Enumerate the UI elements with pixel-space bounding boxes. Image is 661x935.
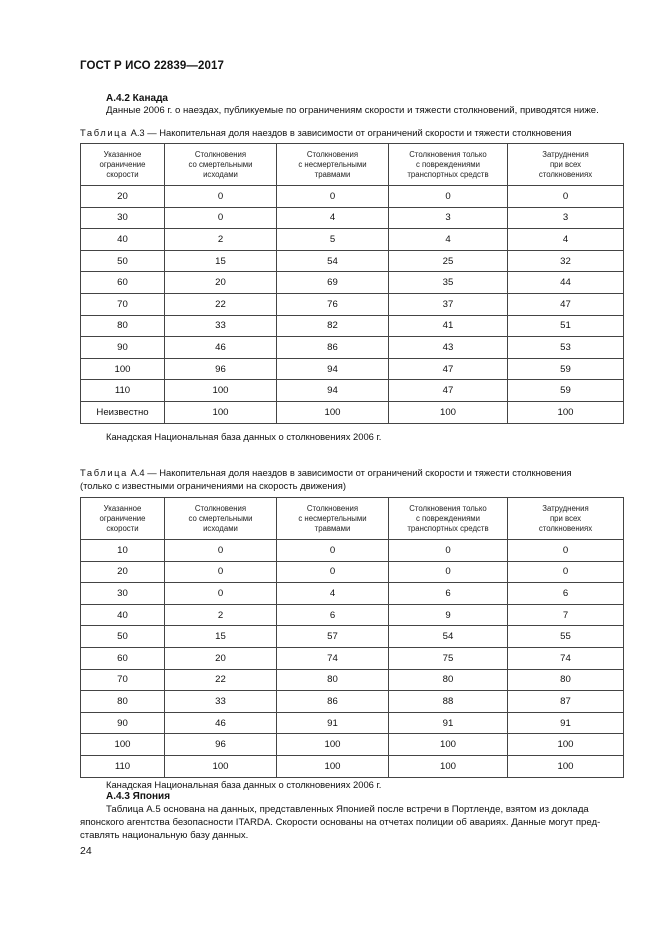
table-cell: 4 [277,207,389,229]
table-cell: 0 [165,186,277,208]
table-cell: 60 [81,647,165,669]
table-cell: 47 [389,380,508,402]
table-cell: 59 [508,358,624,380]
table-cell: 91 [508,712,624,734]
table-cell: 47 [508,293,624,315]
table-cell: 94 [277,358,389,380]
table-cell: 22 [165,293,277,315]
table-cell: 0 [165,207,277,229]
table-cell: 96 [165,358,277,380]
table-cell: 4 [508,229,624,251]
table-row [81,337,624,359]
table-cell: 91 [277,712,389,734]
table-cell: 30 [81,207,165,229]
table-a4-header-cell: Столкновения только с повреждениями транспортных средств [389,498,508,540]
section-text-japan-line2: японского агентства безопасности ITARDA. Скорости основаны на отчетах полиции об авариях. Данные могут пред- [80,817,601,828]
table-cell: 0 [508,561,624,583]
table-a3-header-cell: Затруднения при всех столкновениях [508,144,624,186]
table-a3-header-cell: Столкновения со смертельными исходами [165,144,277,186]
section-heading-japan: А.4.3 Япония [106,791,171,802]
table-cell: 100 [165,755,277,777]
table-cell: 69 [277,272,389,294]
table-cell: 100 [508,734,624,756]
table-row [81,272,624,294]
table-cell: 33 [165,691,277,713]
table-cell: 100 [277,734,389,756]
table-cell: 4 [277,583,389,605]
table-a3-caption [80,126,620,139]
table-cell: 35 [389,272,508,294]
table-row [81,604,624,626]
table-row [81,540,624,562]
table-cell: 82 [277,315,389,337]
table-a4-header-cell: Столкновения с несмертельными травмами [277,498,389,540]
section-heading-canada: А.4.2 Канада [106,93,168,104]
table-cell: 94 [277,380,389,402]
table-cell: 0 [277,186,389,208]
table-cell: 2 [165,604,277,626]
table-cell: 100 [81,734,165,756]
table-a3 [80,143,624,424]
table-a3-caption-text: А.3 — Накопительная доля наездов в зависимости от ограничений скорости и тяжести столкновения [127,127,572,138]
table-cell: 0 [165,561,277,583]
table-cell: 50 [81,626,165,648]
table-a4-body [81,540,624,778]
document-title: ГОСТ Р ИСО 22839—2017 [80,60,225,72]
table-cell: 100 [277,755,389,777]
table-a4-header-cell: Указанное ограничение скорости [81,498,165,540]
table-row [81,583,624,605]
table-cell: 51 [508,315,624,337]
table-row [81,229,624,251]
table-cell: 0 [165,583,277,605]
table-cell: 20 [81,186,165,208]
table-a4-caption-label: Таблица [80,467,128,478]
table-cell: 87 [508,691,624,713]
table-cell: 53 [508,337,624,359]
table-cell: 5 [277,229,389,251]
table-row [81,315,624,337]
table-cell: 37 [389,293,508,315]
table-cell: 57 [277,626,389,648]
table-cell: 91 [389,712,508,734]
table-row [81,207,624,229]
table-cell: 46 [165,712,277,734]
table-a3-header-cell: Столкновения только с повреждениями транспортных средств [389,144,508,186]
table-row [81,691,624,713]
table-cell: 100 [389,734,508,756]
table-row [81,647,624,669]
table-cell: 76 [277,293,389,315]
table-cell: 86 [277,691,389,713]
table-cell: 6 [508,583,624,605]
table-cell: 86 [277,337,389,359]
table-cell: 25 [389,250,508,272]
table-cell: 110 [81,755,165,777]
table-row [81,712,624,734]
table-cell: 80 [508,669,624,691]
table-cell: 20 [165,647,277,669]
table-cell: 100 [389,401,508,423]
table-row [81,186,624,208]
table-cell: 96 [165,734,277,756]
table-a4-header-row [81,498,624,540]
table-cell: Неизвестно [81,401,165,423]
table-cell: 2 [165,229,277,251]
table-cell: 100 [508,401,624,423]
table-cell: 20 [165,272,277,294]
table-cell: 46 [165,337,277,359]
table-cell: 88 [389,691,508,713]
table-cell: 0 [508,540,624,562]
table-row [81,293,624,315]
table-a4-header-cell: Столкновения со смертельными исходами [165,498,277,540]
table-cell: 110 [81,380,165,402]
table-a3-header-cell: Указанное ограничение скорости [81,144,165,186]
table-cell: 15 [165,250,277,272]
table-cell: 100 [277,401,389,423]
table-cell: 0 [508,186,624,208]
table-cell: 6 [389,583,508,605]
table-a4-header-cell: Затруднения при всех столкновениях [508,498,624,540]
table-cell: 3 [508,207,624,229]
table-cell: 75 [389,647,508,669]
table-cell: 43 [389,337,508,359]
table-cell: 10 [81,540,165,562]
table-cell: 7 [508,604,624,626]
table-cell: 59 [508,380,624,402]
table-a3-header-cell: Столкновения с несмертельными травмами [277,144,389,186]
table-a3-caption-label: Таблица [80,127,128,138]
table-cell: 70 [81,669,165,691]
table-cell: 74 [277,647,389,669]
table-row [81,358,624,380]
table-row [81,626,624,648]
table-row [81,380,624,402]
table-cell: 100 [389,755,508,777]
table-a4-source-note: Канадская Национальная база данных о столкновениях 2006 г. [106,779,382,790]
table-cell: 80 [277,669,389,691]
table-a3-source-note: Канадская Национальная база данных о столкновениях 2006 г. [106,431,382,442]
table-row [81,669,624,691]
table-cell: 44 [508,272,624,294]
table-cell: 32 [508,250,624,272]
table-cell: 41 [389,315,508,337]
table-cell: 6 [277,604,389,626]
table-cell: 80 [389,669,508,691]
table-cell: 0 [389,540,508,562]
table-cell: 100 [81,358,165,380]
table-cell: 22 [165,669,277,691]
table-cell: 100 [508,755,624,777]
table-cell: 60 [81,272,165,294]
table-cell: 47 [389,358,508,380]
table-cell: 40 [81,229,165,251]
table-cell: 30 [81,583,165,605]
table-a4 [80,497,624,778]
table-a3-header-row [81,144,624,186]
table-cell: 4 [389,229,508,251]
page-number: 24 [80,845,92,857]
table-cell: 100 [165,380,277,402]
table-cell: 74 [508,647,624,669]
table-cell: 40 [81,604,165,626]
table-a3-body [81,186,624,424]
table-row [81,401,624,423]
table-cell: 50 [81,250,165,272]
table-a4-caption-line2: (только с известными ограничениями на скорость движения) [80,480,346,491]
section-text-japan-line3: ставлять национальную базу данных. [80,830,249,841]
table-cell: 80 [81,691,165,713]
table-a4-caption [80,466,620,492]
table-cell: 0 [165,540,277,562]
table-cell: 0 [277,561,389,583]
table-cell: 70 [81,293,165,315]
table-cell: 54 [389,626,508,648]
table-cell: 0 [277,540,389,562]
table-cell: 0 [389,186,508,208]
table-cell: 80 [81,315,165,337]
table-cell: 33 [165,315,277,337]
table-a4-caption-text: А.4 — Накопительная доля наездов в зависимости от ограничений скорости и тяжести столкновения [127,467,572,478]
table-row [81,250,624,272]
table-cell: 0 [389,561,508,583]
table-cell: 90 [81,337,165,359]
table-cell: 3 [389,207,508,229]
table-cell: 9 [389,604,508,626]
table-row [81,561,624,583]
table-cell: 90 [81,712,165,734]
section-text-japan-line1: Таблица А.5 основана на данных, представленных Японией после встречи в Портленде, взятом из доклада [106,804,589,815]
table-cell: 55 [508,626,624,648]
section-intro-canada: Данные 2006 г. о наездах, публикуемые по ограничениям скорости и тяжести столкновений, приводятся ниже. [106,105,599,116]
table-cell: 54 [277,250,389,272]
table-row [81,734,624,756]
table-cell: 100 [165,401,277,423]
table-row [81,755,624,777]
table-cell: 15 [165,626,277,648]
table-cell: 20 [81,561,165,583]
